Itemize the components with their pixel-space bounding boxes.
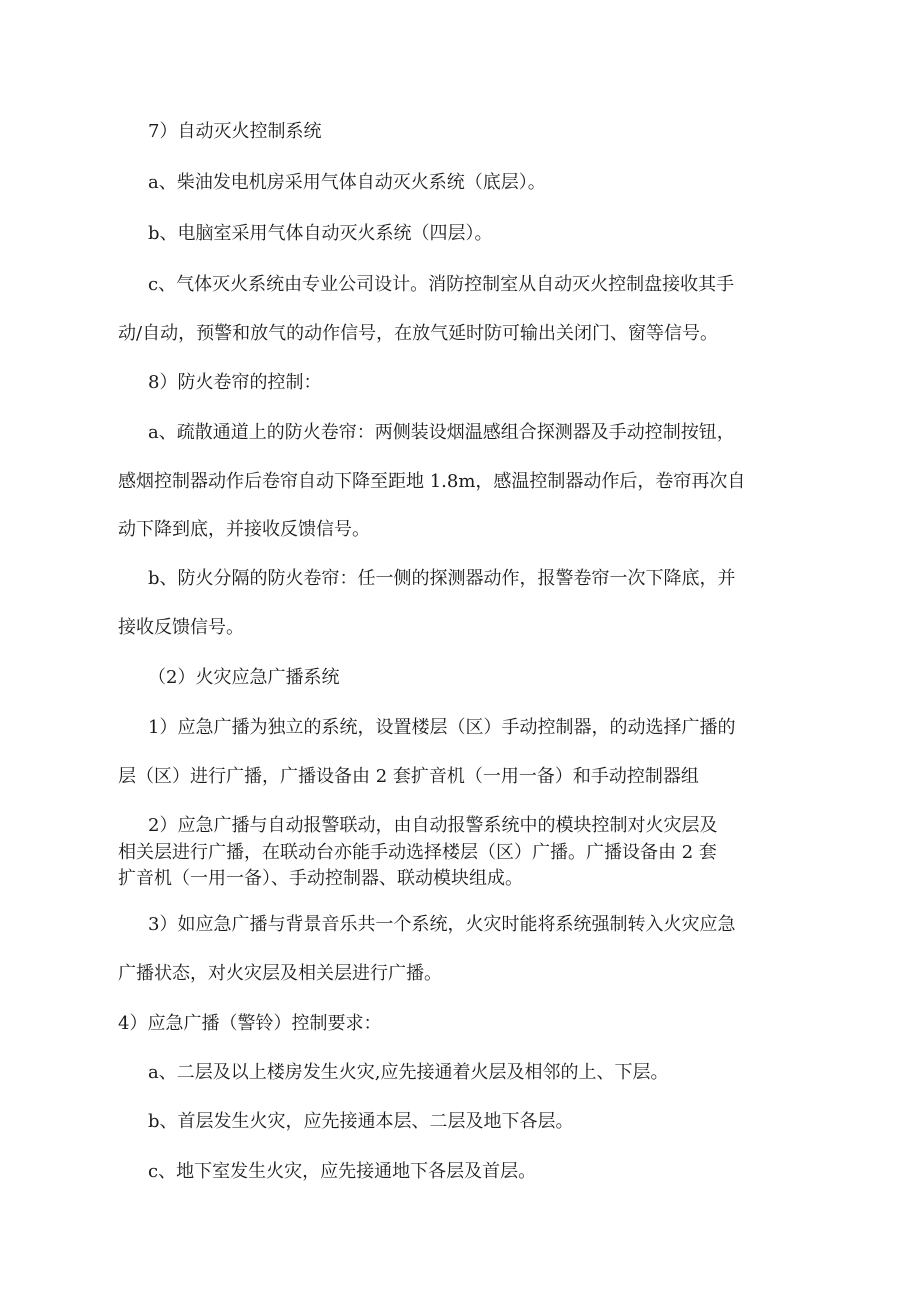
paragraph-line: a、疏散通道上的防火卷帘：两侧装设烟温感组合探测器及手动控制按钮， bbox=[148, 422, 735, 443]
paragraph-line: 动/自动，预警和放气的动作信号，在放气延时防可输出关闭门、窗等信号。 bbox=[118, 323, 719, 344]
paragraph-line: b、首层发生火灾，应先接通本层、二层及地下各层。 bbox=[148, 1111, 574, 1132]
paragraph-line: 2）应急广播与自动报警联动，由自动报警系统中的模块控制对火灾层及 bbox=[148, 815, 718, 836]
paragraph-line: 3）如应急广播与背景音乐共一个系统，火灾时能将系统强制转入火灾应急 bbox=[148, 914, 736, 935]
paragraph-line: 动下降到底，并接收反馈信号。 bbox=[118, 519, 370, 540]
paragraph-line: 扩音机（一用一备）、手动控制器、联动模块组成。 bbox=[118, 868, 523, 889]
paragraph-line: 相关层进行广播，在联动台亦能手动选择楼层（区）广播。广播设备由 2 套 bbox=[118, 842, 717, 863]
paragraph-line: 感烟控制器动作后卷帘自动下降至距地 1.8m，感温控制器动作后，卷帘再次自 bbox=[118, 471, 746, 492]
paragraph-line: a、二层及以上楼房发生火灾,应先接通着火层及相邻的上、下层。 bbox=[148, 1062, 669, 1083]
paragraph-line: 1）应急广播为独立的系统，设置楼层（区）手动控制器，的动选择广播的 bbox=[148, 717, 736, 738]
paragraph-line: b、防火分隔的防火卷帘：任一侧的探测器动作，报警卷帘一次下降底，并 bbox=[148, 568, 736, 589]
paragraph-line: c、气体灭火系统由专业公司设计。消防控制室从自动灭火控制盘接收其手 bbox=[148, 274, 735, 295]
heading-4-broadcast-control-requirements: 4）应急广播（警铃）控制要求： bbox=[118, 1013, 382, 1034]
heading-7-auto-extinguishing: 7）自动灭火控制系统 bbox=[148, 121, 322, 142]
heading-8-fire-shutter-control: 8）防火卷帘的控制： bbox=[148, 372, 322, 393]
heading-2-emergency-broadcast: （2）火灾应急广播系统 bbox=[148, 667, 340, 688]
paragraph-line: c、地下室发生火灾，应先接通地下各层及首层。 bbox=[148, 1161, 537, 1182]
paragraph-line: 广播状态，对火灾层及相关层进行广播。 bbox=[118, 963, 442, 984]
paragraph-line: 接收反馈信号。 bbox=[118, 617, 244, 638]
paragraph-line: a、柴油发电机房采用气体自动灭火系统（底层）。 bbox=[148, 172, 546, 193]
paragraph-line: 层（区）进行广播，广播设备由 2 套扩音机（一用一备）和手动控制器组 bbox=[118, 766, 699, 787]
paragraph-line: b、电脑室采用气体自动灭火系统（四层）。 bbox=[148, 223, 493, 244]
